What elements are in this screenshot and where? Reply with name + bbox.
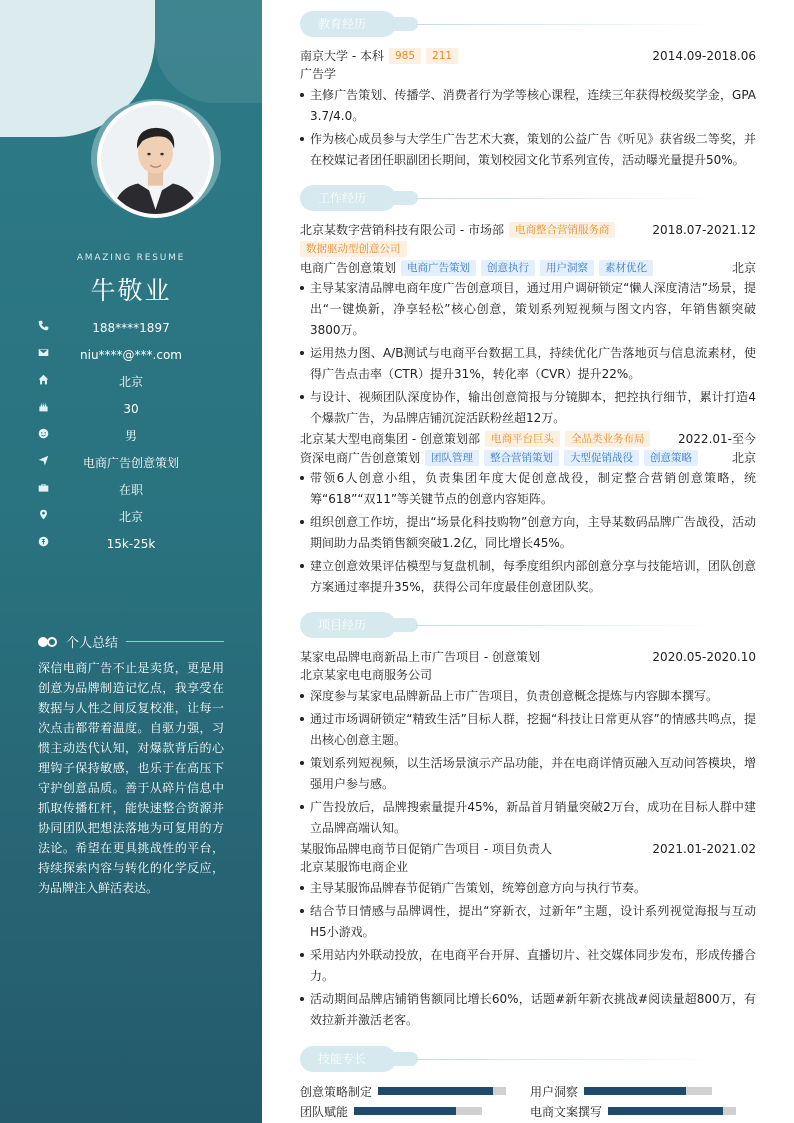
tag-badge: 大型促销战役 [564, 450, 639, 466]
list-item: 主修广告策划、传播学、消费者行为学等核心课程，连续三年获得校级奖学金，GPA 3.7/4.0。 [300, 85, 756, 127]
list-item: 广告投放后，品牌搜索量提升45%，新品首月销量突破2万台，成功在目标人群中建立品牌高端认知。 [300, 797, 756, 839]
send-icon [38, 455, 50, 467]
job-role: 资深电商广告创意策划 [300, 451, 421, 465]
briefcase-icon [38, 482, 50, 494]
info-status [38, 478, 224, 505]
list-item: 主导某家清品牌电商年度广告创意项目，通过用户调研锁定“懒人深度清洁”场景，提出“一键焕新，净享轻松”核心创意，策划系列短视频与图文内容，年销售额突破3800万。 [300, 278, 756, 341]
tag-badge: 电商平台巨头 [485, 431, 560, 447]
summary-title: 个人总结 [66, 636, 119, 651]
gender-icon [38, 428, 50, 440]
education-entry [300, 46, 756, 173]
phone-icon [38, 320, 50, 332]
tag-badge: 985 [389, 48, 421, 64]
list-item: 带领6人创意小组，负责集团年度大促创意战役，制定整合营销创意策略，统筹“618”“双11”等关键节点的创意内容矩阵。 [300, 468, 756, 510]
date-range: 2020.05-2020.10 [652, 649, 756, 664]
tag-badge: 数据驱动型创意公司 [300, 241, 407, 257]
position-value: 电商广告创意策划 [82, 456, 179, 470]
skill-level-bar [378, 1087, 506, 1095]
resume-tagline: AMAZING RESUME [76, 253, 186, 263]
mail-icon [38, 347, 50, 359]
salary-value: 15k-25k [106, 536, 156, 551]
skill-item [300, 1102, 482, 1120]
tag-badge: 素材优化 [599, 260, 653, 276]
list-item: 建立创意效果评估模型与复盘机制，每季度组织内部创意分享与技能培训，团队创意方案通过率提升35%，获得公司年度最佳创意团队奖。 [300, 556, 756, 598]
info-city [38, 505, 224, 532]
contact-info-list [38, 316, 224, 559]
divider [126, 641, 224, 642]
tag-badge: 全品类业务布局 [565, 431, 651, 447]
tag-badge: 整合营销策划 [484, 450, 559, 466]
date-range: 2021.01-2021.02 [652, 841, 756, 856]
info-email [38, 343, 224, 370]
age-value: 30 [123, 401, 139, 416]
info-salary [38, 532, 224, 559]
residence-value: 北京 [118, 375, 143, 389]
project-org: 北京某家电电商服务公司 [300, 668, 433, 682]
skill-item [530, 1102, 736, 1120]
list-item: 主导某服饰品牌春节促销广告策划，统筹创意方向与执行节奏。 [300, 878, 756, 899]
list-item: 结合节日情感与品牌调性，提出“穿新衣，过新年”主题，设计系列视觉海报与互动H5小游戏。 [300, 901, 756, 943]
project-org: 北京某服饰电商企业 [300, 860, 409, 874]
decorative-shape [155, 0, 262, 103]
phone-value: 188****1897 [92, 320, 170, 335]
skill-level-bar [584, 1087, 712, 1095]
company-name: 北京某数字营销科技有限公司 - 市场部 [300, 223, 504, 237]
info-residence [38, 370, 224, 397]
info-position [38, 451, 224, 478]
work-entry [300, 429, 756, 600]
list-item: 作为核心成员参与大学生广告艺术大赛，策划的公益广告《听见》获省级二等奖，并在校媒记者团任职副团长期间，策划校园文化节系列宣传，活动曝光量提升50%。 [300, 129, 756, 171]
tag-badge: 用户洞察 [540, 260, 594, 276]
school-name: 南京大学 - 本科 [300, 49, 384, 63]
home-icon [38, 374, 50, 386]
info-phone [38, 316, 224, 343]
list-item: 组织创意工作坊，提出“场景化科技购物”创意方向，主导某数码品牌广告战役，活动期间助力品类销售额突破1.2亿，同比增长45%。 [300, 512, 756, 554]
summary-header [38, 632, 224, 651]
email-value: niu****@***.com [80, 347, 182, 362]
info-gender [38, 424, 224, 451]
tag-badge: 电商整合营销服务商 [509, 222, 616, 238]
list-item: 运用热力图、A/B测试与电商平台数据工具，持续优化广告落地页与信息流素材，使得广告点击率（CTR）提升31%，转化率（CVR）提升22%。 [300, 343, 756, 385]
job-city: 北京 [731, 451, 756, 465]
list-item: 采用站内外联动投放，在电商平台开屏、直播切片、社交媒体同步发布，形成传播合力。 [300, 945, 756, 987]
avatar [97, 101, 214, 218]
gender-value: 男 [124, 429, 137, 443]
section-title: 项目经历 [300, 612, 396, 638]
skill-level-bar [608, 1107, 736, 1115]
section-header-education [300, 11, 720, 39]
tag-badge: 创意策略 [644, 450, 698, 466]
date-range: 2018.07-2021.12 [652, 222, 756, 237]
skill-name: 电商文案撰写 [530, 1104, 603, 1119]
work-entry [300, 220, 756, 431]
tag-badge: 电商广告策划 [401, 260, 476, 276]
section-title: 教育经历 [300, 11, 396, 37]
list-item: 深度参与某家电品牌新品上市广告项目，负责创意概念提炼与内容脚本撰写。 [300, 686, 756, 707]
section-header-skills [300, 1046, 720, 1074]
list-item: 活动期间品牌店铺销售额同比增长60%，话题#新年新衣挑战#阅读量超800万，有效拉新并激活老客。 [300, 989, 756, 1031]
summary-dots-icon [38, 636, 60, 648]
list-item: 策划系列短视频，以生活场景演示产品功能，并在电商详情页融入互动问答模块，增强用户参与感。 [300, 753, 756, 795]
status-value: 在职 [118, 483, 143, 497]
tag-badge: 创意执行 [481, 260, 535, 276]
tag-badge: 团队管理 [425, 450, 479, 466]
sidebar [0, 0, 262, 1123]
candidate-name: 牛敬业 [90, 276, 172, 305]
section-header-project [300, 612, 720, 640]
avatar-portrait-icon [101, 105, 210, 214]
job-city: 北京 [731, 261, 756, 275]
info-age [38, 397, 224, 424]
cake-icon [38, 401, 50, 413]
summary-text: 深信电商广告不止是卖货，更是用创意为品牌制造记忆点，我享受在数据与人性之间反复校准，让每一次点击都带着温度。自驱力强，习惯主动迭代认知，对爆款背后的心理钩子保持敏感，也乐于在高压下守护创意品质。善于从碎片信息中抓取传播杠杆，能快速整合资源并协同团队把想法落地为可复用的方法论。希望在更具挑战性的平台，持续探索内容与转化的化学反应，为品牌注入鲜活表达。 [38, 661, 224, 895]
major: 广告学 [300, 67, 337, 81]
main-content [300, 0, 756, 1123]
location-pin-icon [38, 509, 50, 521]
project-entry [300, 647, 756, 841]
skill-name: 团队赋能 [300, 1104, 349, 1119]
list-item: 通过市场调研锁定“精致生活”目标人群，挖掘“科技让日常更从容”的情感共鸣点，提出核心创意主题。 [300, 709, 756, 751]
company-name: 北京某大型电商集团 - 创意策划部 [300, 432, 480, 446]
list-item: 与设计、视频团队深度协作，输出创意简报与分镜脚本，把控执行细节，累计打造4个爆款广告，为品牌店铺沉淀活跃粉丝超12万。 [300, 387, 756, 429]
skill-name: 创意策略制定 [300, 1084, 373, 1099]
section-title: 技能专长 [300, 1046, 396, 1072]
project-entry [300, 839, 756, 1033]
skill-item [300, 1082, 506, 1100]
date-range: 2022.01-至今 [678, 432, 756, 446]
section-header-work [300, 185, 720, 213]
job-role: 电商广告创意策划 [300, 261, 397, 275]
project-title: 某家电品牌电商新品上市广告项目 - 创意策划 [300, 650, 540, 664]
city-value: 北京 [118, 510, 143, 524]
skill-item [530, 1082, 712, 1100]
skill-name: 用户洞察 [530, 1084, 579, 1099]
date-range: 2014.09-2018.06 [652, 48, 756, 63]
money-icon [38, 536, 50, 548]
skill-level-bar [354, 1107, 482, 1115]
section-title: 工作经历 [300, 185, 396, 211]
project-title: 某服饰品牌电商节日促销广告项目 - 项目负责人 [300, 842, 552, 856]
tag-badge: 211 [426, 48, 458, 64]
